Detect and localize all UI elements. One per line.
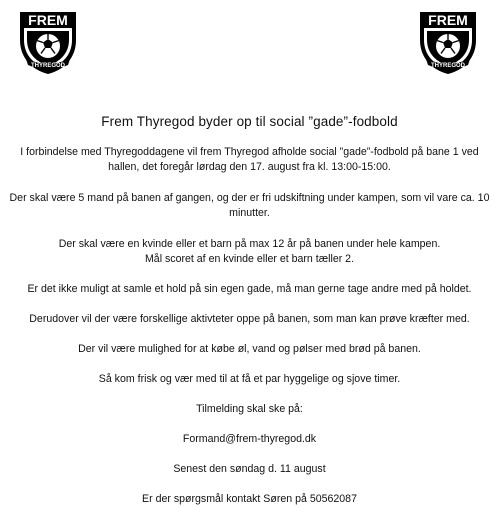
- svg-text:THYREGOD: THYREGOD: [430, 63, 466, 69]
- club-crest-icon: [18, 10, 78, 76]
- paragraph-registration-label: Tilmelding skal ske på:: [196, 403, 303, 415]
- svg-text:FREM: FREM: [428, 12, 468, 28]
- paragraph-deadline: Senest den søndag d. 11 august: [173, 463, 326, 475]
- page-title: Frem Thyregod byder op til social ”gade”-fodbold: [101, 114, 398, 129]
- document-body: [6, 145, 493, 507]
- paragraph-activities: Derudover vil der være forskellige aktivteter oppe på banen, som man kan prøve kræfter med.: [29, 313, 470, 325]
- club-crest-icon: [418, 10, 478, 76]
- paragraph-rule-woman-child: Der skal være en kvinde eller et barn på max 12 år på banen under hele kampen.: [58, 238, 441, 250]
- paragraph-food-drinks: Der vil være mulighed for at købe øl, vand og pølser med brød på banen.: [78, 343, 421, 355]
- paragraph-invitation: Så kom frisk og vær med til at få et par hyggelige og sjove timer.: [98, 373, 401, 385]
- paragraph-team-mixing: Er det ikke muligt at samle et hold på sin egen gade, må man gerne tage andre med på holdet.: [27, 283, 472, 295]
- paragraph-intro: I forbindelse med Thyregoddagene vil frem Thyregod afholde social ”gade”-fodbold på bane 1 ved hallen, det foregår lørdag den 17. august fra kl. 13:00-15:00.: [20, 146, 479, 173]
- registration-email: Formand@frem-thyregod.dk: [182, 433, 317, 445]
- svg-text:FREM: FREM: [28, 12, 68, 28]
- paragraph-contact: Er der spørgsmål kontakt Søren på 50562087: [142, 493, 357, 505]
- paragraph-team-size: Der skal være 5 mand på banen af gangen, og der er fri udskiftning under kampen, som vil vare ca. 10 minutter.: [9, 192, 490, 219]
- frem-thyregod-logo-left: [18, 10, 78, 76]
- paragraph-rule-goals: Mål scoret af en kvinde eller et barn tæller 2.: [144, 253, 355, 265]
- svg-text:THYREGOD: THYREGOD: [30, 63, 66, 69]
- frem-thyregod-logo-right: [418, 10, 478, 76]
